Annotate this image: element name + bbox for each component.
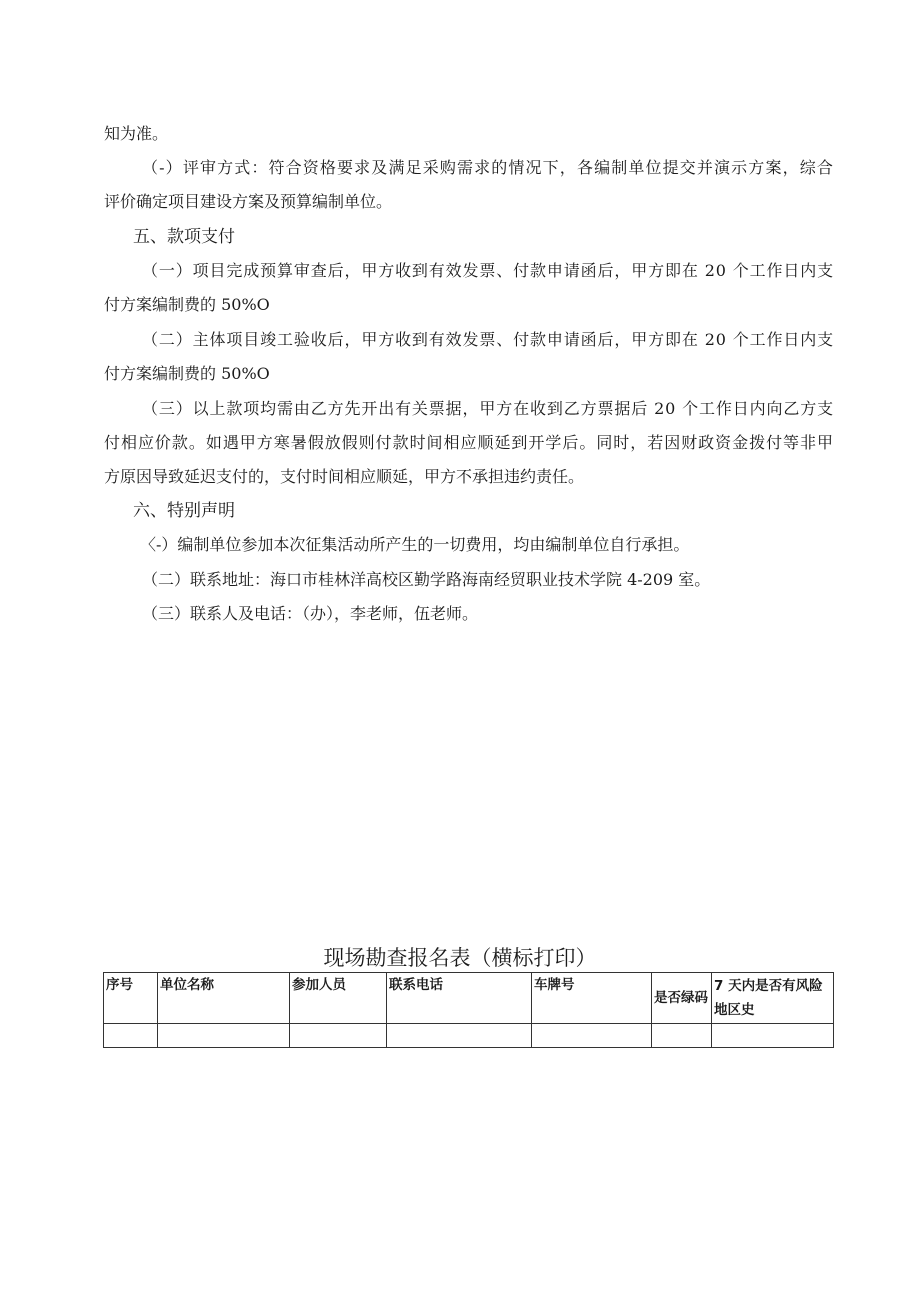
table-cell[interactable] [387, 1024, 532, 1048]
form-title: 现场勘查报名表（横标打印） [323, 946, 597, 970]
paragraph-line: （三）以上款项均需由乙方先开出有关票据，甲方在收到乙方票据后 20 个工作日内向乙方支 [142, 399, 834, 418]
registration-table [103, 972, 834, 1048]
section-heading: 五、款项支付 [133, 227, 235, 247]
paragraph-line: 方原因导致延迟支付的，支付时间相应顺延，甲方不承担违约责任。 [104, 467, 585, 486]
paragraph-line: （一）项目完成预算审查后，甲方收到有效发票、付款申请函后，甲方即在 20 个工作日内支 [142, 261, 834, 280]
header-cell-unit-name: 单位名称 [158, 973, 290, 1024]
table-cell[interactable] [712, 1024, 834, 1048]
header-cell-plate: 车牌号 [532, 973, 652, 1024]
header-cell-risk-area: 7 天内是否有风险地区史 [712, 973, 834, 1024]
header-cell-phone: 联系电话 [387, 973, 532, 1024]
paragraph-line: 〈-）编制单位参加本次征集活动所产生的一切费用，均由编制单位自行承担。 [140, 535, 690, 554]
table-row [104, 1024, 834, 1048]
paragraph-line: 付方案编制费的 50%O [104, 295, 270, 314]
paragraph-line: （二）主体项目竣工验收后，甲方收到有效发票、付款申请函后，甲方即在 20 个工作日内支 [142, 330, 834, 349]
paragraph-line: （二）联系地址：海口市桂林洋高校区勤学路海南经贸职业技术学院 4-209 室。 [142, 570, 711, 589]
header-cell-participants: 参加人员 [290, 973, 387, 1024]
header-cell-serial: 序号 [104, 973, 158, 1024]
table-cell[interactable] [104, 1024, 158, 1048]
paragraph-line: （-）评审方式：符合资格要求及满足采购需求的情况下，各编制单位提交并演示方案，综合 [142, 158, 834, 177]
table-cell[interactable] [290, 1024, 387, 1048]
table-cell[interactable] [652, 1024, 712, 1048]
table-header-row [104, 973, 834, 1024]
paragraph-line: 知为准。 [104, 124, 169, 143]
table-cell[interactable] [158, 1024, 290, 1048]
paragraph-line: （三）联系人及电话：（办），李老师，伍老师。 [142, 604, 479, 623]
table-cell[interactable] [532, 1024, 652, 1048]
header-cell-green-code: 是否绿码 [652, 973, 712, 1024]
paragraph-line: 付方案编制费的 50%O [104, 364, 270, 383]
paragraph-line: 付相应价款。如遇甲方寒暑假放假则付款时间相应顺延到开学后。同时，若因财政资金拨付等非甲 [104, 433, 834, 452]
section-heading: 六、特别声明 [133, 501, 235, 521]
paragraph-line: 评价确定项目建设方案及预算编制单位。 [104, 192, 393, 211]
